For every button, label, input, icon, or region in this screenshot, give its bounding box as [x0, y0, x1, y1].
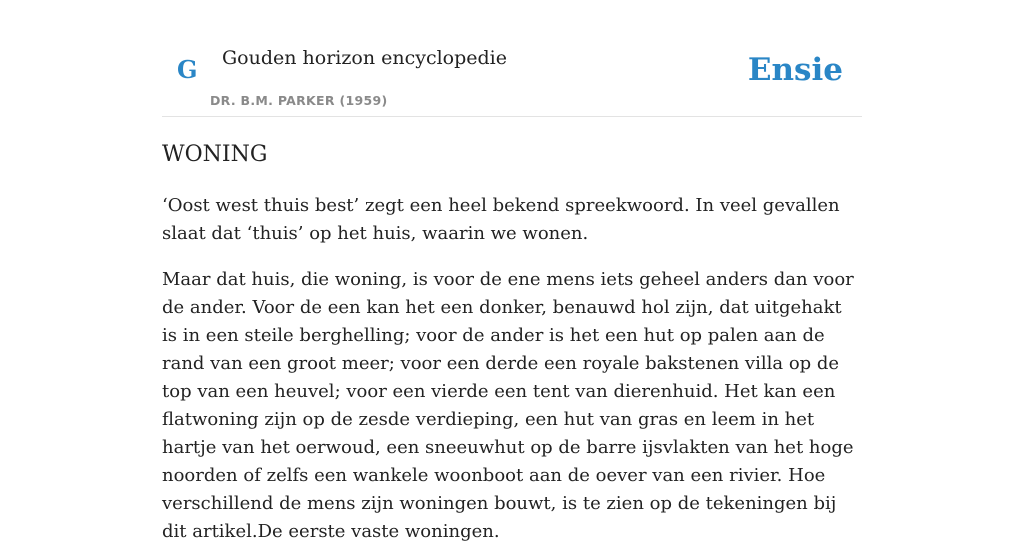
- book-header: [162, 0, 862, 117]
- book-author: DR. B.M. PARKER (1959): [210, 93, 388, 108]
- book-title[interactable]: Gouden horizon encyclopedie: [222, 47, 507, 69]
- article: [162, 140, 862, 546]
- ensie-logo-link[interactable]: Ensie: [747, 52, 843, 88]
- article-paragraph-1: ‘Oost west thuis best’ zegt een heel bekend spreekwoord. In veel gevallen slaat dat ‘thuis’ op het huis, waarin we wonen.: [162, 195, 840, 244]
- book-logo-icon[interactable]: G: [177, 55, 198, 84]
- article-title: WONING: [162, 142, 268, 167]
- article-paragraph-2: Maar dat huis, die woning, is voor de ene mens iets geheel anders dan voor de ander. Voor de een kan het een donker, benauwd hol zijn, dat uitgehakt is in een steile berghelling; voor de ander is het een hut op palen aan de rand van een groot meer; voor een derde een royale bakstenen villa op de top van een heuvel; voor een vierde een tent van dierenhuid. Het kan een flatwoning zijn op de zesde verdieping, een hut van gras en leem in het hartje van het oerwoud, een sneeuwhut op de barre ijsvlakten van het hoge noorden of zelfs een wankele woonboot aan de oever van een rivier. Hoe verschillend de mens zijn woningen bouwt, is te zien op de tekeningen bij dit artikel.De eerste vaste woningen.: [162, 269, 854, 542]
